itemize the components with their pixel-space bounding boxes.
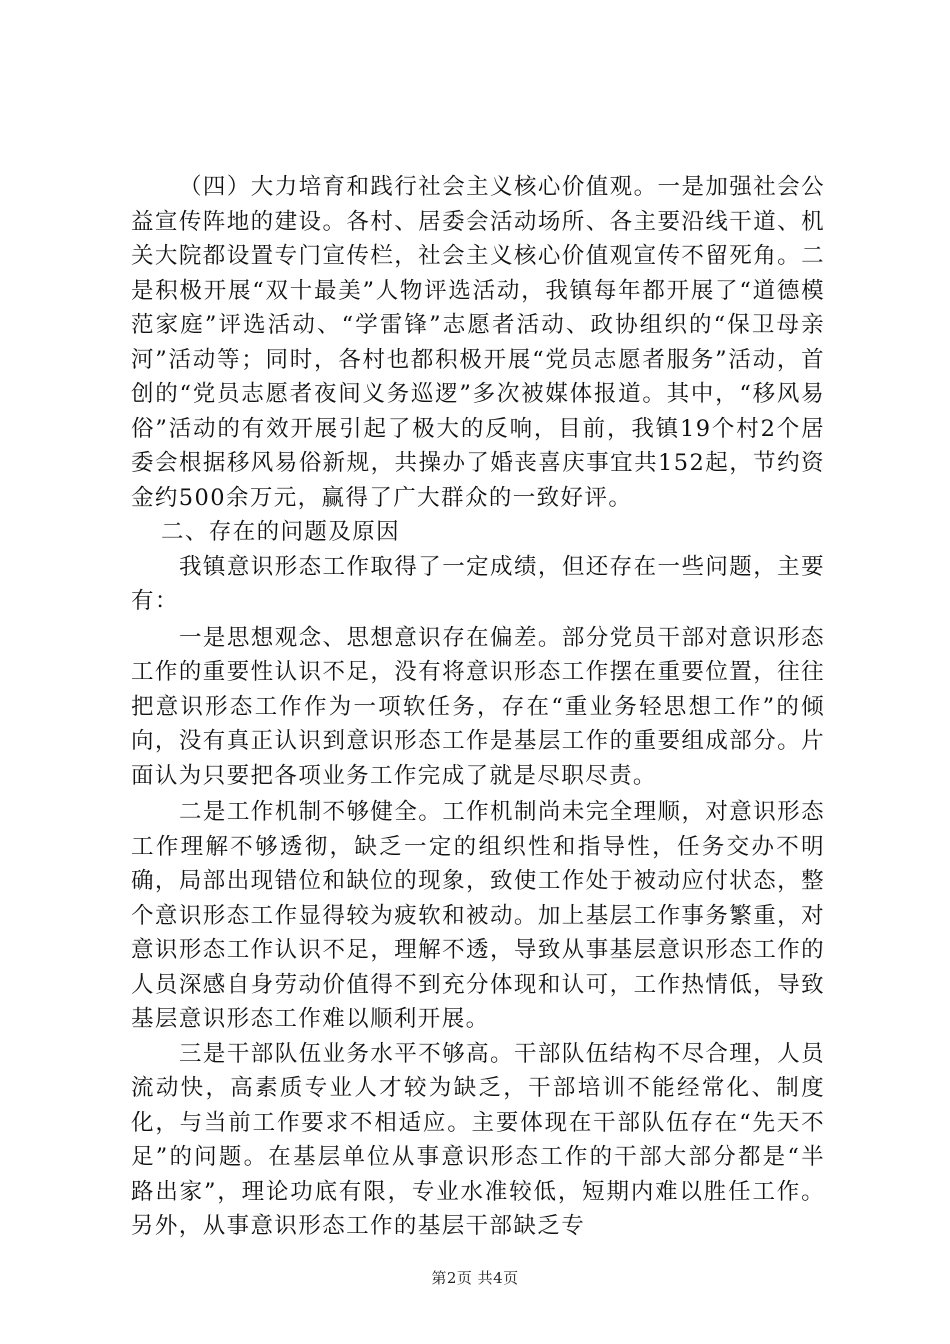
paragraph-core-values: （四）大力培育和践行社会主义核心价值观。一是加强社会公益宣传阵地的建设。各村、居委会活动场所、各主要沿线干道、机关大院都设置专门宣传栏，社会主义核心价值观宣传不留死角。二是积极开展“双十最美”人物评选活动，我镇每年都开展了“道德模范家庭”评选活动、“学雷锋”志愿者活动、政协组织的“保卫母亲河”活动等；同时，各村也都积极开展“党员志愿者服务”活动，首创的“党员志愿者夜间义务巡逻”多次被媒体报道。其中，“移风易俗”活动的有效开展引起了极大的反响，目前，我镇19个村2个居委会根据移风易俗新规，共操办了婚丧喜庆事宜共152起，节约资金约500余万元，赢得了广大群众的一致好评。 [131,174,825,511]
section-heading-problems: 二、存在的问题及原因 [161,519,401,545]
document-body [131,170,825,1244]
paragraph-intro-problems: 我镇意识形态工作取得了一定成绩，但还存在一些问题，主要有： [131,553,825,614]
paragraph-problem-two: 二是工作机制不够健全。工作机制尚未完全理顺，对意识形态工作理解不够透彻，缺乏一定的组织性和指导性，任务交办不明确，局部出现错位和缺位的现象，致使工作处于被动应付状态，整个意识形态工作显得较为疲软和被动。加上基层工作事务繁重，对意识形态工作认识不足，理解不透，导致从事基层意识形态工作的人员深感自身劳动价值得不到充分体现和认可，工作热情低，导致基层意识形态工作难以顺利开展。 [131,799,825,1032]
paragraph-problem-three: 三是干部队伍业务水平不够高。干部队伍结构不尽合理，人员流动快，高素质专业人才较为缺乏，干部培训不能经常化、制度化，与当前工作要求不相适应。主要体现在干部队伍存在“先天不足”的问题。在基层单位从事意识形态工作的干部大部分都是“半路出家”，理论功底有限，专业水准较低，短期内难以胜任工作。另外，从事意识形态工作的基层干部缺乏专 [131,1040,825,1239]
paragraph-problem-one: 一是思想观念、思想意识存在偏差。部分党员干部对意识形态工作的重要性认识不足，没有将意识形态工作摆在重要位置，往往把意识形态工作作为一项软任务，存在“重业务轻思想工作”的倾向，没有真正认识到意识形态工作是基层工作的重要组成部分。片面认为只要把各项业务工作完成了就是尽职尽责。 [131,624,825,789]
page-number-footer: 第2页 共4页 [431,1269,519,1287]
